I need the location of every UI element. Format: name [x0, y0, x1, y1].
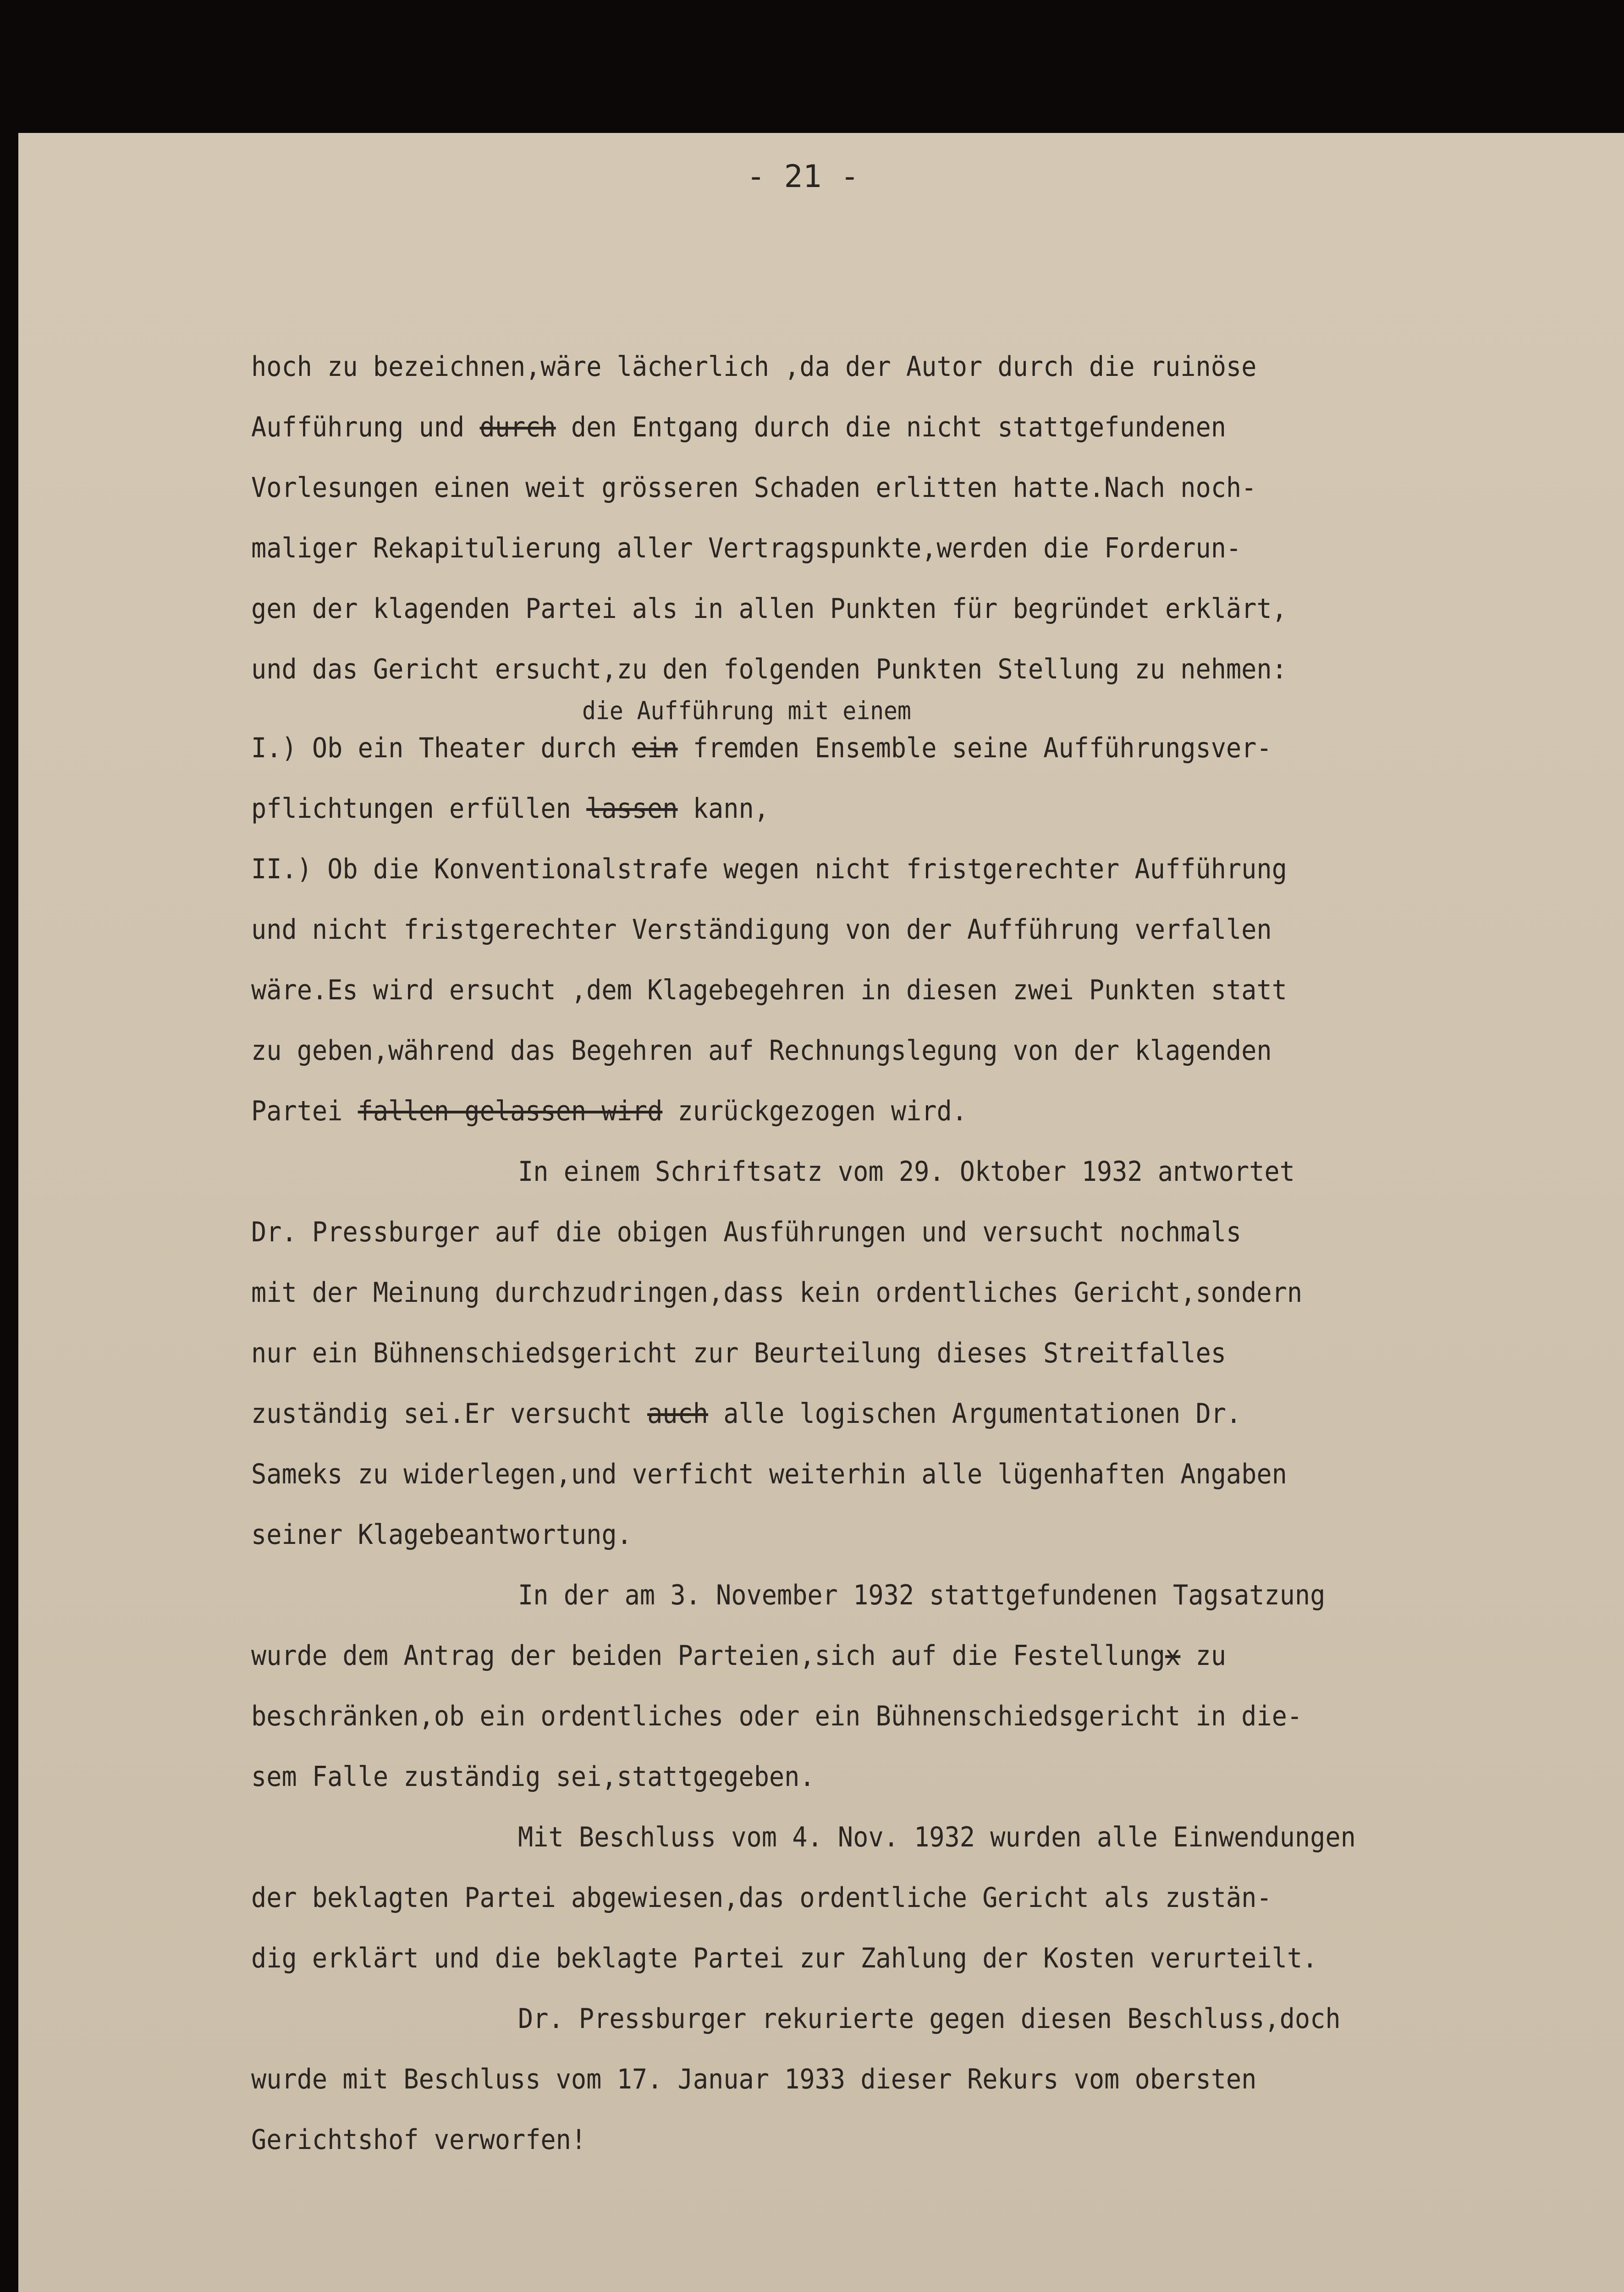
typed-text: gen der klagenden Partei als in allen Punkten für begründet erklärt, [251, 593, 1287, 625]
text-line [251, 1640, 1226, 1672]
typed-text: pflichtungen erfüllen [251, 793, 587, 825]
typed-text: I.) Ob ein Theater durch [251, 732, 632, 764]
text-line [251, 413, 1226, 441]
text-line [251, 472, 1257, 504]
text-line [251, 653, 1287, 685]
text-line [251, 1942, 1318, 1974]
text-line [251, 1763, 815, 1791]
text-line [251, 1398, 1242, 1430]
typed-text: beschränken,ob ein ordentliches oder ein Bühnenschiedsgericht in die- [251, 1700, 1303, 1732]
typed-text: Partei [251, 1095, 358, 1127]
text-line [518, 1156, 1295, 1188]
typed-text: den Entgang durch die nicht stattgefundenen [556, 411, 1226, 443]
typed-text: nur ein Bühnenschiedsgericht zur Beurteilung dieses Streitfalles [251, 1337, 1226, 1369]
typed-text: Aufführung und [251, 411, 480, 443]
typed-text: alle logischen Argumentationen Dr. [708, 1398, 1242, 1430]
typed-text: wurde mit Beschluss vom 17. Januar 1933 dieser Rekurs vom obersten [251, 2063, 1257, 2095]
typed-text: fremden Ensemble seine Aufführungsver- [677, 732, 1272, 764]
typed-text: zu geben,während das Begehren auf Rechnungslegung von der klagenden [251, 1035, 1272, 1067]
text-line [518, 2005, 1341, 2033]
typed-text: kann, [677, 793, 769, 825]
typed-text: Sameks zu widerlegen,und verficht weiterhin alle lügenhaften Angaben [251, 1458, 1287, 1490]
text-line [251, 976, 1287, 1004]
typed-text: dig erklärt und die beklagte Partei zur Zahlung der Kosten verurteilt. [251, 1942, 1318, 1974]
struck-text: x [1165, 1640, 1181, 1672]
struck-text: lassen [586, 793, 678, 825]
page-number: - 21 - [746, 159, 859, 195]
text-line [518, 1821, 1356, 1853]
typed-text: In der am 3. November 1932 stattgefundenen Tagsatzung [518, 1579, 1326, 1611]
typed-text: sem Falle zuständig sei,stattgegeben. [251, 1761, 815, 1793]
typed-text: mit der Meinung durchzudringen,dass kein ordentliches Gericht,sondern [251, 1277, 1303, 1309]
struck-text: fallen gelassen wird [358, 1095, 663, 1127]
text-line [251, 1218, 1241, 1246]
text-line [251, 1277, 1303, 1309]
struck-text: auch [647, 1398, 709, 1430]
typed-text: der beklagten Partei abgewiesen,das ordentliche Gericht als zustän- [251, 1882, 1272, 1914]
typed-text: zu [1180, 1640, 1226, 1672]
interlinear-insertion: die Aufführung mit einem [582, 696, 911, 725]
text-line [251, 2063, 1257, 2095]
text-line [251, 1702, 1302, 1730]
typed-text: zurückgezogen wird. [662, 1095, 967, 1127]
typed-text: seiner Klagebeantwortung. [251, 1519, 632, 1551]
typed-text: Dr. Pressburger rekurierte gegen diesen Beschluss,doch [518, 2003, 1341, 2035]
typed-text: wurde dem Antrag der beiden Parteien,sich auf die Festellung [251, 1640, 1165, 1672]
typed-text: II.) Ob die Konventionalstrafe wegen nicht fristgerechter Aufführung [251, 853, 1287, 885]
typed-text: und das Gericht ersucht,zu den folgenden Punkten Stellung zu nehmen: [251, 653, 1287, 685]
text-line [251, 2126, 586, 2154]
typed-text: Vorlesungen einen weit grösseren Schaden erlitten hatte.Nach noch- [251, 472, 1257, 504]
typed-text: und nicht fristgerechter Verständigung von der Aufführung verfallen [251, 914, 1272, 946]
typed-text: wäre.Es wird ersucht ,dem Klagebegehren in diesen zwei Punkten statt [251, 974, 1287, 1006]
typed-text: Dr. Pressburger auf die obigen Ausführungen und versucht nochmals [251, 1216, 1242, 1248]
struck-text: ein [632, 732, 678, 764]
struck-text: durch [479, 411, 556, 443]
typed-text: maliger Rekapitulierung aller Vertragspunkte,werden die Forderun- [251, 532, 1242, 564]
text-line [251, 734, 1272, 762]
typed-text: hoch zu bezeichnen,wäre lächerlich ,da der Autor durch die ruinöse [251, 351, 1257, 383]
text-line [251, 855, 1287, 883]
text-line [251, 1884, 1272, 1912]
text-line [251, 351, 1257, 383]
text-line [251, 793, 769, 825]
typed-text: zuständig sei.Er versucht [251, 1398, 648, 1430]
text-line [518, 1581, 1325, 1609]
text-line [251, 914, 1272, 946]
typed-text: Gerichtshof verworfen! [251, 2124, 587, 2156]
text-line [251, 1097, 967, 1125]
text-line [251, 1035, 1272, 1067]
text-line [251, 1460, 1287, 1488]
typed-text: Mit Beschluss vom 4. Nov. 1932 wurden alle Einwendungen [518, 1821, 1356, 1853]
text-line [251, 1339, 1226, 1367]
text-line [251, 1519, 632, 1551]
text-line [251, 595, 1287, 623]
text-line [251, 534, 1241, 562]
typed-text: In einem Schriftsatz vom 29. Oktober 1932 antwortet [518, 1156, 1295, 1188]
